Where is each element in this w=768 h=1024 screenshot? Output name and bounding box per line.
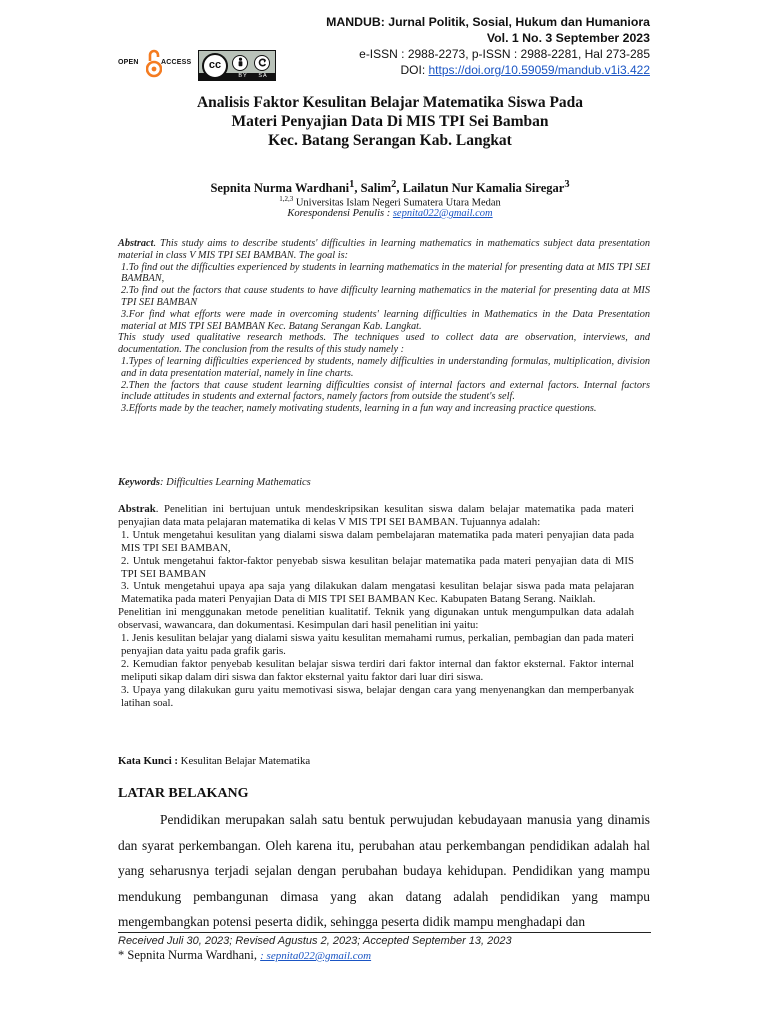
cc-sa-label: SA: [258, 73, 268, 79]
footer-received-dates: Received Juli 30, 2023; Revised Agustus 2, 2023; Accepted September 13, 2023: [118, 935, 512, 947]
correspondence-label: Korespondensi Penulis :: [287, 208, 393, 219]
affiliation-text: Universitas Islam Negeri Sumatera Utara Medan: [293, 197, 501, 209]
share-alike-icon: [254, 55, 270, 71]
doi-link[interactable]: https://doi.org/10.59059/mandub.v1i3.422: [428, 63, 650, 77]
open-access-logo: [118, 47, 196, 81]
title-line-2: Materi Penyajian Data Di MIS TPI Sei Bamban: [231, 113, 549, 130]
share-alike-glyph: [256, 56, 269, 69]
body-paragraph: Pendidikan merupakan salah satu bentuk perwujudan kebudayaan manusia yang dinamis dan syarat perkembangan. Oleh karena itu, perubahan atau perkembangan pendidikan adalah hal yang seharusnya terjadi sejalan dengan perubahan budaya kehidupan. Pendidikan yang mampu mendukung pembangunan dimasa yang akan datang adalah pendidikan yang mampu mengembangkan potensi peserta didik, sehingga peserta didik mampu menghadapi dan: [118, 812, 650, 930]
abstract-en-intro-text: . This study aims to describe students' difficulties in learning mathematics in mathematics subject data presentation material in class V MIS TPI SEI BAMBAN. The goal is:: [118, 238, 650, 261]
journal-info: [326, 14, 650, 78]
body-text: [118, 807, 650, 935]
abstract-en-goal-3: 3.For find what efforts were made in overcoming students' learning difficulties in Mathematics in the Data Presentation material at MIS TPI SEI BAMBAN Kec. Batang Serangan Kab. Langkat.: [121, 308, 650, 332]
abstract-id-result-3: 3. Upaya yang dilakukan guru yaitu memotivasi siswa, belajar dengan cara yang menyenangkan dan memperbanyak latihan soal.: [121, 683, 634, 709]
section-heading: LATAR BELAKANG: [118, 786, 249, 801]
cc-by-label: BY: [238, 73, 248, 79]
journal-issn: e-ISSN : 2988-2273, p-ISSN : 2988-2281, Hal 273-285: [359, 47, 650, 61]
keywords-value: : Difficulties Learning Mathematics: [160, 477, 311, 488]
abstract-id-goal-2: 2. Untuk mengetahui faktor-faktor penyebab siswa kesulitan belajar matematika pada materi penyajian data di MIS TPI SEI BAMBAN: [121, 554, 634, 580]
abstract-en-result-2: 2.Then the factors that cause student learning difficulties consist of internal factors and external factors. Internal factors include attitudes in students and external factors, namely factors from outside the student's self.: [121, 379, 650, 403]
abstract-en-goal-1: 1.To find out the difficulties experienced by students in learning mathematics in the material for presenting data at MIS TPI SEI BAMBAN,: [121, 261, 650, 285]
abstract-en-method: This study used qualitative research methods. The techniques used to collect data are observation, interviews, and documentation. The conclusion from the results of this study namely :: [118, 332, 650, 356]
cc-icon: cc: [202, 53, 228, 79]
abstract-id-goal-3: 3. Untuk mengetahui upaya apa saja yang dilakukan dalam mengatasi kesulitan belajar siswa pada mata pelajaran Matematika pada materi Penyajian Data di MIS TPI SEI BAMBAN Kec. Kabupaten Batang Serang. Naiklah.: [121, 580, 634, 606]
paper-title: [80, 93, 700, 150]
person-glyph: [234, 56, 247, 69]
abstract-en-goal-2: 2.To find out the factors that cause students to have difficulty learning mathematics in the material for presenting data at MIS TPI SEI BAMBAN: [121, 285, 650, 308]
author-2: , Salim: [354, 181, 392, 196]
footer-author: [118, 948, 371, 964]
open-access-access-text: ACCESS: [161, 59, 192, 66]
kata-kunci-value: Kesulitan Belajar Matematika: [177, 755, 311, 767]
abstract-id-intro-text: . Penelitian ini bertujuan untuk mendeskripsikan kesulitan siswa dalam belajar matematika pada materi penyajian data mata pelajaran matematika di kelas V MIS TPI SEI BAMBAN. Tujuannya adalah:: [118, 503, 634, 528]
abstract-en-result-1: 1.Types of learning difficulties experienced by students, namely difficulties in understanding formulas, multiplication, division and in data presentation material, namely in line charts.: [121, 355, 650, 379]
abstract-id-intro: [118, 503, 634, 529]
journal-volume: Vol. 1 No. 3 September 2023: [486, 31, 650, 45]
open-access-lock-icon: [146, 47, 162, 81]
doi-label: DOI:: [400, 63, 429, 77]
abstract-id-method: Penelitian ini menggunakan metode penelitian kualitatif. Teknik yang digunakan untuk mengumpulkan data adalah observasi, wawancara, dan dokumentasi. Kesimpulan dari hasil penelitian ini yaitu:: [118, 606, 634, 632]
abstract-en-intro: [118, 238, 650, 262]
abstract-id-result-1: 1. Jenis kesulitan belajar yang dialami siswa yaitu kesulitan memahami rumus, perkalian, pembagian dan pada materi penyajian data yaitu pada grafik garis.: [121, 632, 634, 657]
correspondence: [80, 207, 700, 220]
author-3: , Lailatun Nur Kamalia Siregar: [396, 181, 565, 196]
author-2-sup: 2: [391, 179, 397, 190]
author-3-sup: 3: [564, 179, 570, 190]
abstract-indonesian: [118, 503, 634, 710]
affiliation-sup: 1,2,3: [279, 195, 294, 203]
abstract-en-lead: Abstract: [118, 238, 154, 249]
abstract-id-goal-1: 1. Untuk mengetahui kesulitan yang dialami siswa dalam pembelajaran matematika pada materi penyajian data pada MIS TPI SEI BAMBAN,: [121, 528, 634, 554]
abstract-en-result-3: 3.Efforts made by the teacher, namely motivating students, learning in a fun way and increasing practice questions.: [121, 403, 597, 415]
keywords: [118, 476, 650, 489]
journal-name: MANDUB: Jurnal Politik, Sosial, Hukum dan Humaniora: [326, 15, 650, 29]
abstract-id-lead: Abstrak: [118, 503, 156, 515]
journal-doi: [326, 62, 650, 78]
open-access-open-text: OPEN: [118, 59, 139, 66]
correspondence-email-link[interactable]: sepnita022@gmail.com: [392, 208, 493, 219]
person-icon: [232, 55, 248, 71]
kata-kunci: [118, 755, 650, 768]
cc-labels: [233, 73, 273, 79]
footer-divider: [118, 932, 651, 933]
title-line-1: Analisis Faktor Kesulitan Belajar Matematika Siswa Pada: [196, 94, 584, 111]
abstract-id-result-2: 2. Kemudian faktor penyebab kesulitan belajar siswa terdiri dari faktor internal dan faktor eksternal. Faktor internal meliputi sikap dalam diri siswa dan faktor eksternal yaitu faktor dari luar diri siswa.: [121, 657, 634, 683]
keywords-label: Keywords: [118, 477, 160, 488]
title-line-3: Kec. Batang Serangan Kab. Langkat: [268, 132, 512, 149]
abstract-english: [118, 238, 650, 415]
kata-kunci-label: Kata Kunci :: [118, 755, 178, 767]
footer-author-name: * Sepnita Nurma Wardhani,: [118, 948, 261, 962]
author-1-sup: 1: [349, 179, 355, 190]
footer-author-email-link[interactable]: : sepnita022@gmail.com: [260, 950, 372, 962]
cc-by-sa-license-badge[interactable]: [198, 50, 276, 81]
author-1: Sepnita Nurma Wardhani: [210, 181, 350, 196]
